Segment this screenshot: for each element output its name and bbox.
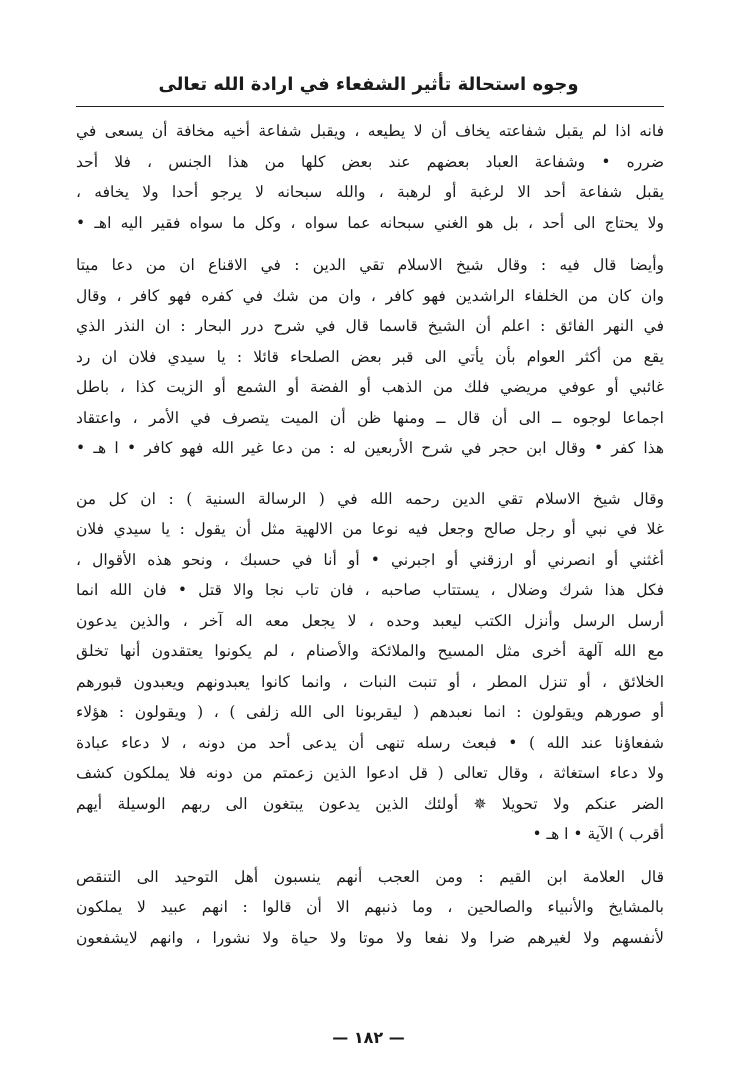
- text-line: ولا دعاء استغاثة ، وقال تعالى ( قل ادعوا الذين زعمتم من دونه فلا يملكون كشف: [76, 764, 664, 782]
- text-line: أقرب ) الآية • ا هـ •: [532, 825, 664, 843]
- text-line: يقع من أكثر العوام بأن يأتي الى قبر بعض الصلحاء قائلا : يا سيدي فلان ان رد: [76, 347, 664, 366]
- paragraph-3: [76, 484, 664, 850]
- paragraph-gap: [76, 238, 664, 250]
- text-line: اجماعا لوجوه ــ الى أن قال ــ ومنها ظن أن الميت يتصرف في الأمر ، واعتقاد: [76, 408, 664, 427]
- paragraph-gap: [76, 850, 664, 862]
- header-divider: [76, 106, 664, 107]
- text-line: شفعاؤنا عند الله ) • فبعث رسله تنهى أن يدعى أحد من دونه ، لا دعاء عبادة: [76, 733, 664, 752]
- body-text: [76, 116, 664, 953]
- text-line: بالمشايخ والأنبياء والصالحين ، وما ذنبهم الا أن قالوا : انهم عبيد لا يملكون: [76, 898, 664, 916]
- page-title: وجوه استحالة تأثير الشفعاء في ارادة الله تعالى: [158, 74, 579, 95]
- text-line: فكل هذا شرك وضلال ، يستتاب صاحبه ، فان تاب نجا والا قتل • فان الله انما: [76, 581, 664, 599]
- text-line: أرسل الرسل وأنزل الكتب ليعبد وحده ، لا يجعل معه اله آخر ، والذين يدعون: [76, 611, 664, 630]
- text-line: الضر عنكم ولا تحويلا ✵ أولئك الذين يدعون يبتغون الى ربهم الوسيلة أيهم: [76, 794, 664, 813]
- text-line: أغثني أو انصرني أو ارزقني أو اجبرني • أو أنا في حسبك ، ونحو هذه الأقوال ،: [76, 550, 664, 569]
- text-line: مع الله آلهة أخرى مثل المسيح والملائكة والأصنام ، لم يكونوا يعتقدون أنها تخلق: [76, 642, 664, 660]
- text-line: قال العلامة ابن القيم : ومن العجب أنهم ينسبون أهل التوحيد الى التنقص: [76, 867, 664, 886]
- text-line: وقال شيخ الاسلام تقي الدين رحمه الله في ( الرسالة السنية ) : ان كل من: [76, 489, 664, 508]
- text-line: هذا كفر • وقال ابن حجر في شرح الأربعين له : من دعا غير الله فهو كافر • ا هـ •: [76, 439, 664, 457]
- text-line: وأيضا قال فيه : وقال شيخ الاسلام تقي الدين : في الاقناع ان من دعا ميتا: [76, 256, 664, 274]
- text-line: أو صورهم ويقولون : انما نعبدهم ( ليقربونا الى الله زلفى ) ، ( ويقولون : هؤلاء: [76, 703, 664, 721]
- text-line: غائبي أو عوفي مريضي فلك من الذهب أو الفضة أو الشمع أو الزيت كذا ، باطل: [76, 378, 664, 396]
- page-number: — ١٨٢ —: [332, 1028, 405, 1047]
- text-line: ضرره • وشفاعة العباد بعضهم عند بعض كلها من هذا الجنس ، فلا أحد: [76, 152, 664, 171]
- text-line: يقبل شفاعة أحد الا لرغبة أو لرهبة ، والله سبحانه لا يرجو أحدا ولا يخافه ،: [76, 183, 664, 201]
- paragraph-gap: [76, 464, 664, 484]
- text-line: لأنفسهم ولا لغيرهم ضرا ولا نفعا ولا موتا ولا حياة ولا نشورا ، وانهم لايشفعون: [76, 928, 664, 947]
- text-line: وان كان من الخلفاء الراشدين فهو كافر ، وان من شك في كفره فهو كافر ، وقال: [76, 286, 664, 305]
- text-line: فانه اذا لم يقبل شفاعته يخاف أن لا يطيعه ، ويقبل شفاعة أخيه مخافة أن يسعى في: [76, 122, 664, 140]
- text-line: غلا في نبي أو رجل صالح وجعل فيه نوعا من الالهية مثل أن يقول : يا سيدي فلان: [76, 520, 664, 538]
- paragraph-4: [76, 862, 664, 954]
- text-line: الخلائق ، أو تنزل المطر ، أو تنبت النبات ، وانما كانوا يعبدونهم ويعبدون قبورهم: [76, 672, 664, 691]
- text-line: ولا يحتاج الى أحد ، بل هو الغني سبحانه عما سواه ، وكل ما سواه فقير اليه اهـ •: [76, 213, 664, 232]
- paragraph-2: [76, 250, 664, 464]
- text-line: في النهر الفائق : اعلم أن الشيخ قاسما قال في شرح درر البحار : ان النذر الذي: [76, 317, 664, 335]
- paragraph-1: [76, 116, 664, 238]
